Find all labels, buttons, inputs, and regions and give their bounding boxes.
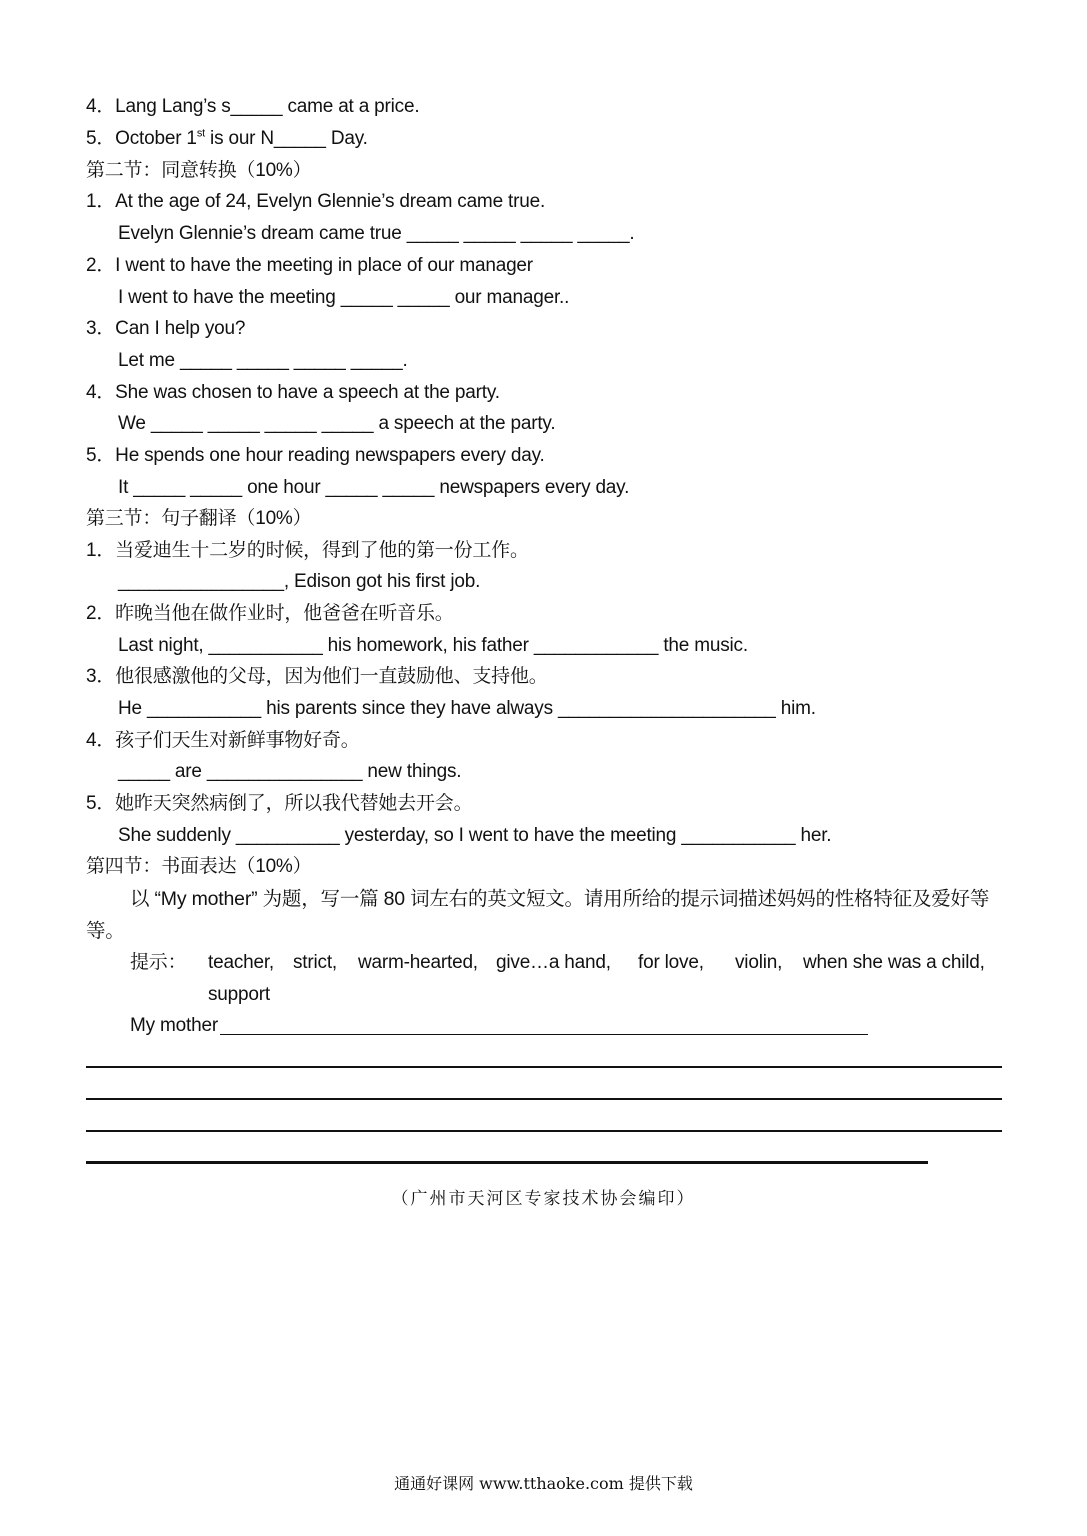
hint-word: when she was a child, <box>803 952 985 973</box>
hint-word: for love, <box>638 952 704 973</box>
s2-q1: 1．At the age of 24, Evelyn Glennie’s dream came true. <box>86 191 546 212</box>
s3-a4: _____ are _______________ new things. <box>118 761 462 782</box>
s2-q3: 3．Can I help you? <box>86 318 246 339</box>
page-footer: 通通好课网 www.tthaoke.com 提供下载 <box>394 1474 693 1493</box>
s2-a5: It _____ _____ one hour _____ _____ newspapers every day. <box>118 477 630 498</box>
s2-a2: I went to have the meeting _____ _____ our manager.. <box>118 287 570 308</box>
section-2-heading: 第二节：同意转换（10%） <box>86 160 312 181</box>
hint-word: teacher, <box>208 952 275 973</box>
s3-a2: Last night, ___________ his homework, his father ____________ the music. <box>118 635 748 656</box>
writing-line <box>220 1034 868 1035</box>
writing-prompt: 以 “My mother” 为题，写一篇 80 词左右的英文短文。请用所给的提示词描述妈妈的性格特征及爱好等等。 <box>86 888 990 942</box>
hint-word: strict, <box>293 952 337 973</box>
s2-q5: 5．He spends one hour reading newspapers every day. <box>86 445 545 466</box>
question-5-rest: is our N_____ Day. <box>204 128 368 149</box>
hint-word: warm-hearted, <box>358 952 478 973</box>
ordinal-suffix: st <box>196 127 205 140</box>
writing-line <box>86 1098 1002 1100</box>
hint-label: 提示： <box>130 952 187 973</box>
s3-q1: 1．当爱迪生十二岁的时候，得到了他的第一份工作。 <box>86 540 529 561</box>
s2-a1: Evelyn Glennie’s dream came true _____ _____ _____ _____. <box>118 223 635 244</box>
s2-q2: 2．I went to have the meeting in place of our manager <box>86 255 533 276</box>
s3-a1: ________________, Edison got his first job. <box>118 571 481 592</box>
composition-start: My mother <box>130 1015 218 1036</box>
question-4: 4．Lang Lang’s s_____ came at a price. <box>86 96 420 117</box>
hint-word: support <box>208 984 270 1005</box>
s2-a4: We _____ _____ _____ _____ a speech at the party. <box>118 413 556 434</box>
question-5-text: 5．October 1 <box>86 128 197 149</box>
s3-q2: 2．昨晚当他在做作业时，他爸爸在听音乐。 <box>86 603 454 624</box>
s2-q4: 4．She was chosen to have a speech at the party. <box>86 382 500 403</box>
publisher-note: （广州市天河区专家技术协会编印） <box>391 1189 696 1209</box>
question-5 <box>86 127 368 151</box>
hint-word: violin, <box>735 952 783 973</box>
s3-q4: 4．孩子们天生对新鲜事物好奇。 <box>86 730 360 751</box>
s3-q5: 5．她昨天突然病倒了，所以我代替她去开会。 <box>86 793 473 814</box>
writing-line <box>86 1066 1002 1068</box>
writing-line <box>86 1130 1002 1132</box>
s2-a3: Let me _____ _____ _____ _____. <box>118 350 408 371</box>
section-4-heading: 第四节：书面表达（10%） <box>86 856 312 877</box>
hint-word: give…a hand, <box>496 952 611 973</box>
s3-a3: He ___________ his parents since they have always _____________________ him. <box>118 698 816 719</box>
section-3-heading: 第三节：句子翻译（10%） <box>86 508 312 529</box>
s3-q3: 3．他很感激他的父母，因为他们一直鼓励他、支持他。 <box>86 666 548 687</box>
writing-line <box>86 1161 928 1164</box>
s3-a5: She suddenly __________ yesterday, so I went to have the meeting ___________ her. <box>118 825 832 846</box>
